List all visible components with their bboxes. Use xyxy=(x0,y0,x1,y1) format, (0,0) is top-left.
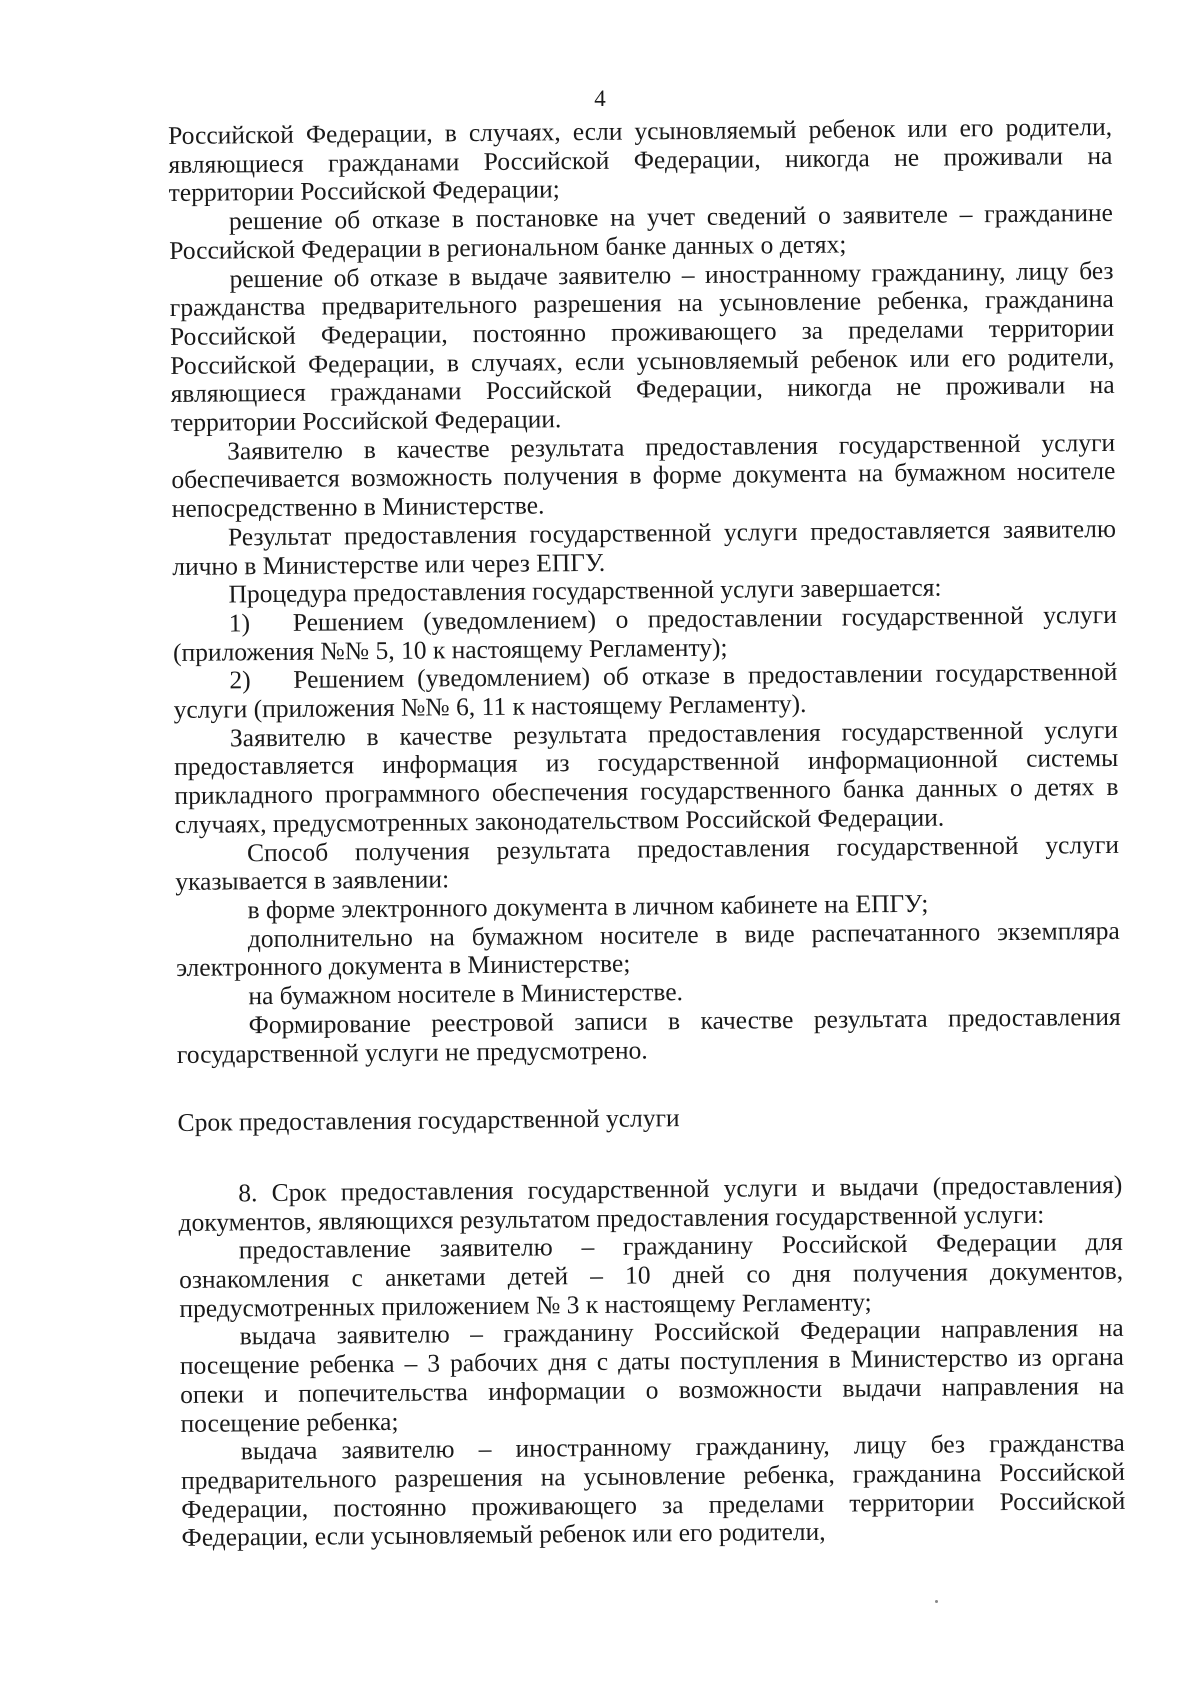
paragraph-printed-copy: дополнительно на бумажном носителе в виде распечатанного экземпляра электронного документа в Министерстве; xyxy=(175,915,1120,983)
paragraph-refusal-registration: решение об отказе в постановке на учет сведений о заявителе – гражданине Российской Федерации в региональном банке данных о детях; xyxy=(169,198,1114,265)
paragraph-term-visit: выдача заявителю – гражданину Российской Федерации направления на посещение ребенка – 3 рабочих дня с даты поступления в Министерство из органа опеки и попечительства информации о возможности выдачи направления на посещение ребенка; xyxy=(179,1313,1125,1438)
paragraph-term: 8. Срок предоставления государственной услуги и выдачи (предоставления) документов, являющихся результатом предоставления государственной услуги: xyxy=(178,1169,1123,1237)
paragraph-term-foreign: выдача заявителю – иностранному гражданину, лицу без гражданства предварительного разрешения на усыновление ребенка, гражданина Российской Федерации, постоянно проживающего за пределами территории Российской Федерации, если усыновляемый ребенок или его родители, xyxy=(180,1428,1126,1553)
document-body xyxy=(168,113,1126,1553)
section-heading: Срок предоставления государственной услуги xyxy=(177,1103,680,1138)
list-item-1 xyxy=(173,601,1118,667)
paragraph-registry: Формирование реестровой записи в качестве результата предоставления государственной услуги не предусмотрено. xyxy=(176,1001,1121,1069)
list-item-text: Решением (уведомлением) о предоставлении государственной услуги (приложения №№ 5, 10 к настоящему Регламенту); xyxy=(172,599,1117,667)
paragraph-continuation: Российской Федерации, в случаях, если усыновляемый ребенок или его родители, являющиеся гражданами Российской Федерации, никогда не проживали на территории Российской Федерации; xyxy=(167,111,1113,208)
paragraph-refusal-permission: решение об отказе в выдаче заявителю – иностранному гражданину, лицу без гражданства предварительного разрешения на усыновление ребенка, гражданина Российской Федерации, постоянно проживающего за пределами территории Российской Федерации, в случаях, если усыновляемый ребенок или его родители, являющиеся гражданами Российской Федерации, никогда не проживали на территории Российской Федерации. xyxy=(169,255,1115,438)
paragraph-receipt-method: Способ получения результата предоставления государственной услуги указывается в заявлении: xyxy=(175,829,1120,897)
paragraph-result-paper: Заявителю в качестве результата предоставления государственной услуги обеспечивается возможность получения в форме документа на бумажном носителе непосредственно в Министерстве. xyxy=(171,427,1116,524)
paragraph-result-delivery: Результат предоставления государственной услуги предоставляется заявителю лично в Министерстве или через ЕПГУ. xyxy=(172,513,1117,581)
paragraph-electronic: в форме электронного документа в личном кабинете на ЕПГУ; xyxy=(247,888,929,925)
paragraph-paper: на бумажном носителе в Министерстве. xyxy=(248,977,684,1011)
page-number: 4 xyxy=(594,86,606,111)
list-item-text: Решением (уведомлением) об отказе в предоставлении государственной услуги (приложения №№ 6, 11 к настоящему Регламенту). xyxy=(173,657,1118,725)
paragraph-info-system: Заявителю в качестве результата предоставления государственной услуги предоставляется информация из государственной информационной системы прикладного программного обеспечения государственного банка данных о детях в случаях, предусмотренных законодательством Российской Федерации. xyxy=(174,714,1119,839)
list-item-2 xyxy=(173,658,1118,724)
scan-speck xyxy=(935,1600,938,1603)
paragraph-procedure-end: Процедура предоставления государственной услуги завершается: xyxy=(228,572,942,609)
list-item-number: 1) xyxy=(228,608,251,638)
list-item-number: 2) xyxy=(229,665,251,695)
paragraph-term-familiarization: предоставление заявителю – гражданину Российской Федерации для ознакомления с анкетами детей – 10 дней со дня получения документов, предусмотренных приложением № 3 к настоящему Регламенту; xyxy=(178,1227,1124,1323)
